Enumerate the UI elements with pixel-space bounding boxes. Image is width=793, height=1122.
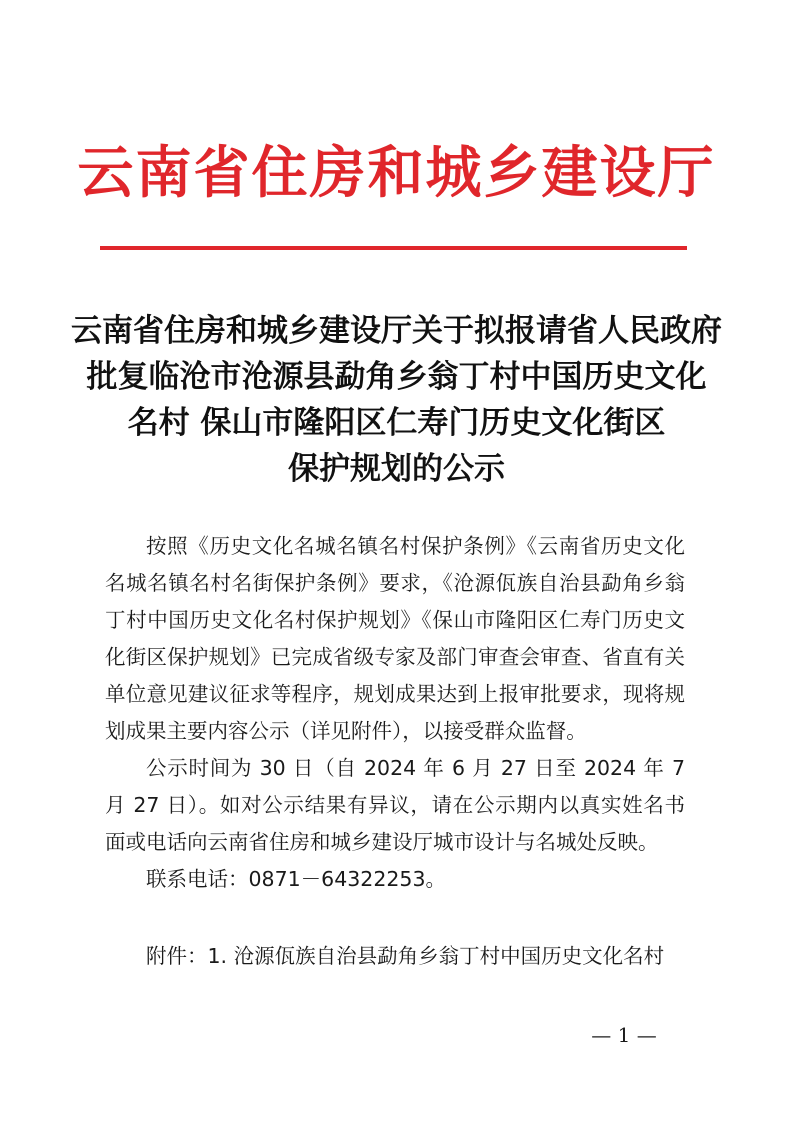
issuing-organization-header: 云南省住房和城乡建设厅	[77, 141, 716, 206]
body-paragraph: 按照《历史文化名城名镇名村保护条例》《云南省历史文化名城名镇名村名街保护条例》要求，《沧源佤族自治县勐角乡翁丁村中国历史文化名村保护规划》《保山市隆阳区仁寿门历史文化街区保护规划》已完成省级专家及部门审查会审查、省直有关单位意见建议征求等程序，规划成果达到上报审批要求，现将规划成果主要内容公示（详见附件），以接受群众监督。	[105, 534, 685, 743]
title-line: 名村 保山市隆阳区仁寿门历史文化街区	[127, 405, 666, 441]
document-title	[60, 308, 733, 492]
title-line: 批复临沧市沧源县勐角乡翁丁村中国历史文化	[86, 359, 707, 395]
contact-phone: 联系电话：0871－64322253。	[146, 867, 447, 891]
title-line: 云南省住房和城乡建设厅关于拟报请省人民政府	[71, 313, 722, 349]
body-paragraph: 公示时间为 30 日（自 2024 年 6 月 27 日至 2024 年 7 月 27 日）。如对公示结果有异议，请在公示期内以真实姓名书面或电话向云南省住房和城乡建设厅城市设计与名城处反映。	[105, 756, 685, 854]
document-body	[105, 528, 685, 898]
red-header-rule	[100, 246, 687, 250]
page-number: — 1 —	[591, 1023, 657, 1047]
attachment-line: 附件：1. 沧源佤族自治县勐角乡翁丁村中国历史文化名村	[146, 944, 665, 968]
title-line: 保护规划的公示	[288, 451, 505, 487]
